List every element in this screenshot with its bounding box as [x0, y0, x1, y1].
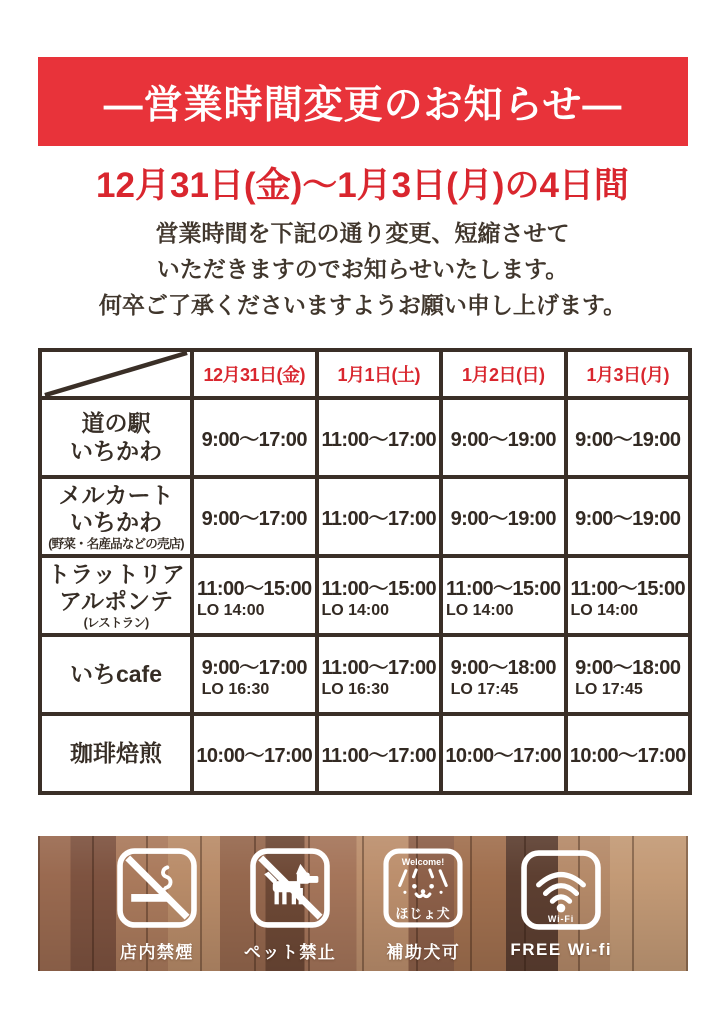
hours-cell [192, 714, 317, 793]
banner-title: —営業時間変更のお知らせ— [103, 83, 623, 127]
row-label-cell [40, 635, 192, 714]
hours-cell [192, 398, 317, 477]
facility-name: 道の駅 [81, 410, 151, 437]
hours-text: 9:00〜17:00 [201, 429, 307, 451]
table-row [40, 398, 690, 477]
table-row [40, 635, 690, 714]
hours-text: 9:00〜18:00 [575, 656, 681, 679]
facility-note: (レストラン) [83, 615, 149, 630]
no-pets-label: ペット禁止 [243, 942, 337, 962]
column-header-date: 12月31日(金) [192, 350, 317, 398]
assistance-dog-icon [380, 845, 466, 931]
hours-cell [192, 556, 317, 635]
row-label-cell [40, 714, 192, 793]
hours-cell [317, 714, 442, 793]
table-corner-cell [40, 350, 192, 398]
assistance-dog-label: 補助犬可 [386, 942, 461, 962]
table-row [40, 556, 690, 635]
banner [38, 57, 688, 146]
no-smoking-pictogram [114, 845, 200, 963]
hours-cell [441, 714, 566, 793]
hours-cell [192, 635, 317, 714]
hours-text: 11:00〜17:00 [321, 429, 437, 451]
hours-cell [317, 556, 442, 635]
facility-name: トラットリア [47, 560, 185, 587]
hours-cell [566, 398, 691, 477]
hours-text: 9:00〜19:00 [575, 508, 681, 530]
facility-name: いちかわ [70, 437, 162, 464]
last-order-text: LO 14:00 [570, 601, 639, 619]
hours-text: 9:00〜19:00 [450, 508, 556, 530]
free-wifi-pictogram [510, 847, 612, 960]
hours-text: 10:00〜17:00 [196, 745, 313, 767]
no-pets-icon [247, 845, 333, 931]
footer-wood-band [38, 836, 688, 971]
schedule-table [38, 348, 692, 795]
last-order-text: LO 14:00 [321, 601, 390, 619]
row-label-cell [40, 477, 192, 556]
column-header-date: 1月3日(月) [566, 350, 691, 398]
row-label-cell [40, 398, 192, 477]
wifi-inner-label: Wi-Fi [548, 913, 575, 924]
last-order-text: LO 16:30 [201, 680, 270, 698]
schedule-section [38, 348, 692, 795]
hours-text: 11:00〜15:00 [196, 577, 312, 600]
last-order-text: LO 14:00 [445, 601, 514, 619]
hours-cell [441, 556, 566, 635]
notice-body-line: いただきますのでお知らせいたします。 [156, 256, 569, 282]
hours-cell [441, 398, 566, 477]
hours-text: 9:00〜19:00 [575, 429, 681, 451]
facility-name: メルカート [58, 481, 174, 508]
assistance-dog-inner-label: ほじょ犬 [395, 905, 451, 921]
facility-name: いちcafe [69, 660, 163, 687]
last-order-text: LO 17:45 [575, 680, 643, 698]
last-order-text: LO 17:45 [450, 680, 519, 698]
hours-text: 9:00〜18:00 [450, 656, 556, 679]
facility-name: アルポンテ [58, 587, 174, 614]
hours-text: 10:00〜17:00 [445, 745, 562, 767]
hours-text: 11:00〜17:00 [321, 745, 437, 767]
hours-cell [192, 477, 317, 556]
free-wifi-label: FREE Wi-fi [510, 940, 613, 959]
notice-body [0, 215, 725, 323]
column-header-date: 1月2日(日) [441, 350, 566, 398]
column-header-date: 1月1日(土) [317, 350, 442, 398]
hours-cell [441, 477, 566, 556]
hours-text: 9:00〜17:00 [201, 656, 307, 679]
table-header-row [40, 350, 690, 398]
notice-body-line: 営業時間を下記の通り変更、短縮させて [155, 220, 570, 246]
hours-text: 11:00〜17:00 [321, 656, 437, 679]
hours-text: 9:00〜17:00 [201, 508, 307, 530]
no-smoking-label: 店内禁煙 [119, 942, 194, 962]
facility-note: (野菜・名産品などの売店) [48, 536, 184, 551]
hours-text: 11:00〜17:00 [321, 508, 437, 530]
hours-text: 11:00〜15:00 [445, 577, 561, 600]
hours-cell [317, 477, 442, 556]
hours-cell [566, 556, 691, 635]
row-label-cell [40, 556, 192, 635]
hours-text: 11:00〜15:00 [570, 577, 686, 600]
last-order-text: LO 14:00 [196, 601, 265, 619]
no-smoking-icon [114, 845, 200, 931]
notice-body-line: 何卒ご了承くださいますようお願い申し上げます。 [98, 292, 627, 318]
hours-cell [317, 398, 442, 477]
hours-cell [566, 635, 691, 714]
no-pets-pictogram [244, 845, 337, 963]
last-order-text: LO 16:30 [321, 680, 390, 698]
hours-cell [566, 714, 691, 793]
table-row [40, 714, 690, 793]
hours-cell [441, 635, 566, 714]
assistance-dog-welcome-text: Welcome! [402, 856, 445, 867]
hours-text: 9:00〜19:00 [450, 429, 556, 451]
hours-text: 10:00〜17:00 [569, 745, 686, 767]
diagonal-line-icon [42, 352, 190, 396]
facility-name: 珈琲焙煎 [70, 739, 162, 766]
assistance-dog-pictogram [380, 845, 466, 963]
hours-cell [317, 635, 442, 714]
hours-cell [566, 477, 691, 556]
hours-text: 11:00〜15:00 [321, 577, 437, 600]
table-row [40, 477, 690, 556]
period-heading: 12月31日(金)〜1月3日(月)の4日間 [96, 166, 629, 205]
facility-name: いちかわ [70, 508, 162, 535]
wifi-icon [518, 847, 604, 933]
